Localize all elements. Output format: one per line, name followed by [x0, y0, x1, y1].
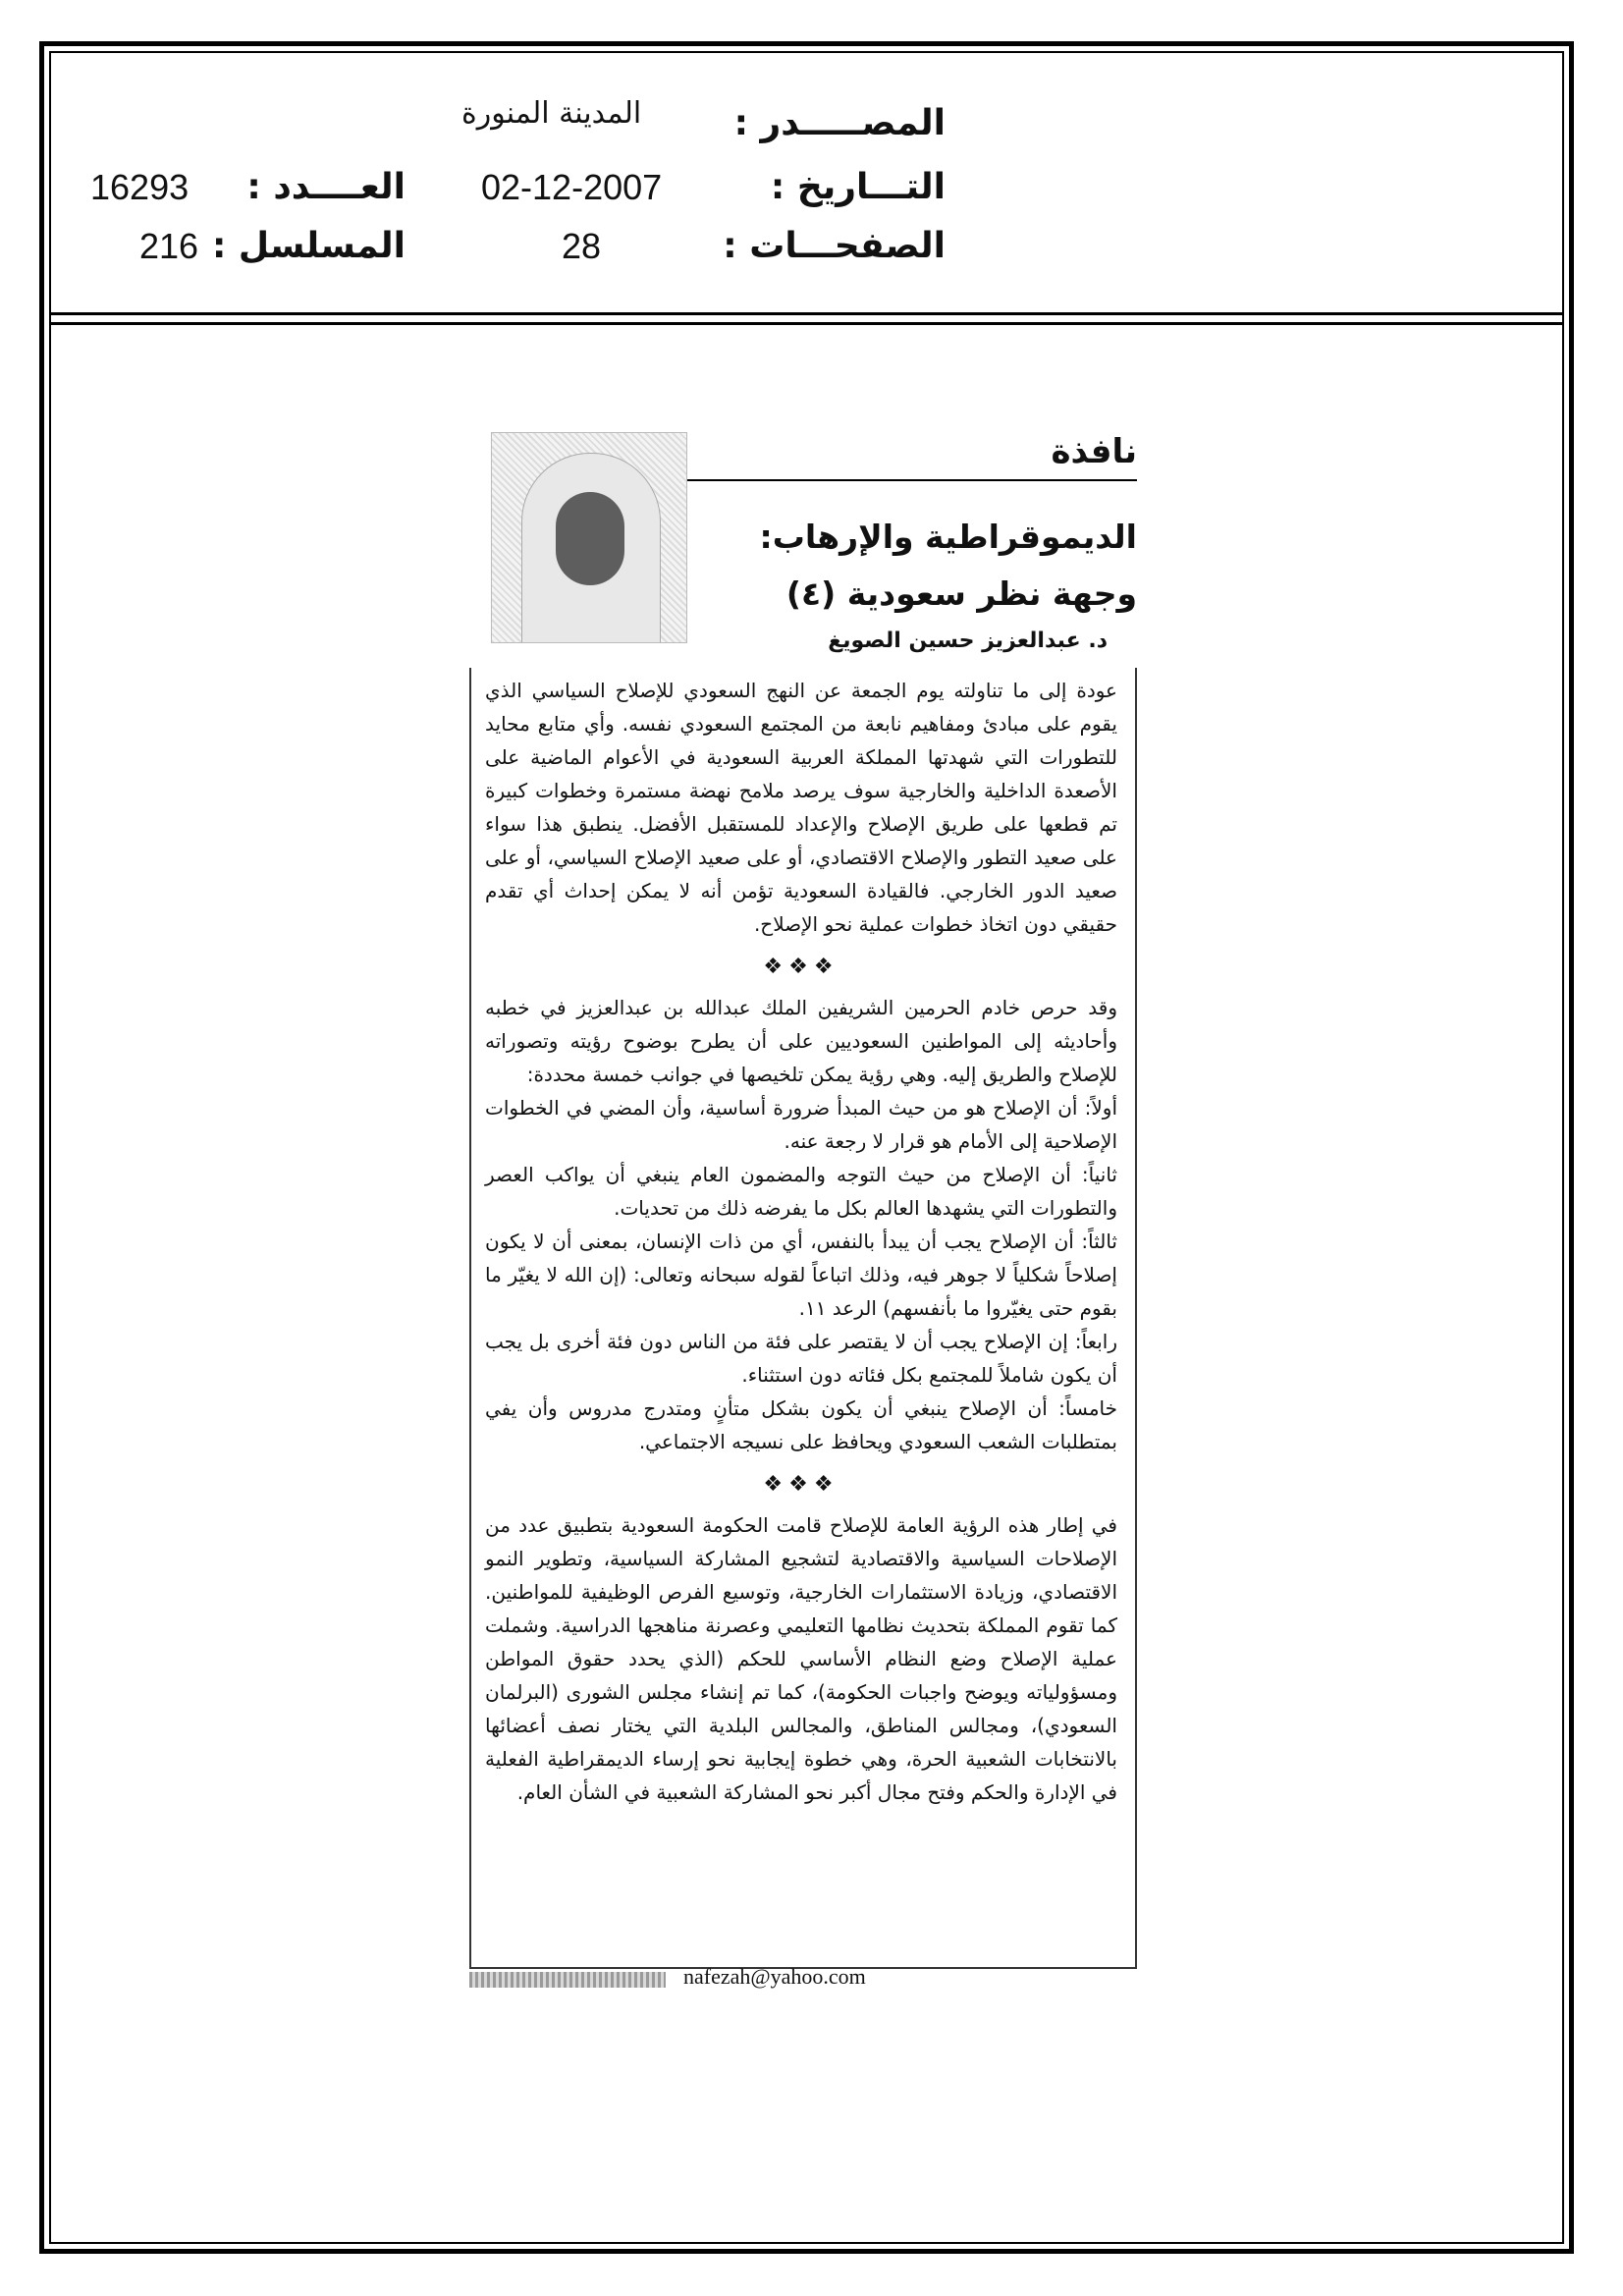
source-value: المدينة المنورة [461, 96, 642, 131]
newspaper-clipping [469, 432, 1137, 2008]
section-separator: ❖❖❖ [763, 1472, 839, 1497]
date-value: 02-12-2007 [481, 167, 663, 207]
header-divider-bottom [49, 322, 1564, 325]
issue-value: 16293 [90, 167, 189, 207]
header-divider-top [49, 312, 1564, 315]
article-paragraph: في إطار هذه الرؤية العامة للإصلاح قامت الحكومة السعودية بتطبيق عدد من الإصلاحات السياسية والاقتصادية لتشجيع المشاركة السياسية، وتطوير النمو الاقتصادي، وزيادة الاستثمارات الخارجية، وتوسيع الفرص الوظيفية للمواطنين. كما تقوم المملكة بتحديث نظامها التعليمي وعصرنة مناهجها الدراسية. وشملت عملية الإصلاح وضع النظام الأساسي للحكم (الذي يحدد حقوق المواطن ومسؤولياته ويوضح واجبات الحكومة)، كما تم إنشاء مجلس الشورى (البرلمان السعودي)، ومجالس المناطق، والمجالس البلدية التي يختار نصف أعضائها بالانتخابات الشعبية الحرة، وهي خطوة إيجابية نحو إرساء الديمقراطية الفعلية في الإدارة والحكم وفتح مجال أكبر نحو المشاركة الشعبية في الشأن العام. [485, 1513, 1117, 1804]
article-paragraph: عودة إلى ما تناولته يوم الجمعة عن النهج السعودي للإصلاح السياسي الذي يقوم على مبادئ ومفاهيم نابعة من المجتمع السعودي نفسه. وأي متابع محايد للتطورات التي شهدتها المملكة العربية السعودية في الأعوام الماضية على الأصعدة الداخلية والخارجية سوف يرصد ملامح نهضة مستمرة وخطوات كبيرة تم قطعها على طريق الإصلاح والإعداد للمستقبل الأفضل. ينطبق هذا سواء على صعيد التطور والإصلاح الاقتصادي، أو على صعيد الإصلاح السياسي، أو على صعيد الدور الخارجي. فالقيادة السعودية تؤمن أنه لا يمكن إحداث أي تقدم حقيقي دون اتخاذ خطوات عملية نحو الإصلاح. [485, 679, 1117, 936]
clipping-footer-strip [469, 1972, 666, 1988]
source-label: المصـــــدر : [733, 103, 946, 143]
author-photo-face [556, 492, 624, 585]
article-headline: الديموقراطية والإرهاب: وجهة نظر سعودية (٤) [759, 518, 1137, 613]
article-paragraph: وقد حرص خادم الحرمين الشريفين الملك عبدالله بن عبدالعزيز في خطبه وأحاديثه إلى المواطنين السعوديين على أن يطرح بوضوح رؤيته وتصوراته للإصلاح والطريق إليه. وهي رؤية يمكن تلخيصها في جوانب خمسة محددة: [485, 996, 1117, 1086]
pages-value: 28 [562, 226, 602, 266]
article-paragraph: خامساً: أن الإصلاح ينبغي أن يكون بشكل متأنٍ ومتدرج مدروس وأن يفي بمتطلبات الشعب السعودي ويحافظ على نسيجه الاجتماعي. [485, 1396, 1117, 1453]
pages-label: الصفحـــات : [723, 226, 946, 266]
article-paragraph: ثالثاً: أن الإصلاح يجب أن يبدأ بالنفس، أي من ذات الإنسان، بمعنى أن لا يكون إصلاحاً شكلياً لا جوهر فيه، وذلك اتباعاً لقوله سبحانه وتعالى: (إن الله لا يغيّر ما بقوم حتى يغيّروا ما بأنفسهم) الرعد ١١. [485, 1230, 1117, 1320]
article-body [469, 668, 1137, 1969]
serial-label: المسلسل : [211, 226, 406, 266]
issue-label: العــــدد : [246, 167, 406, 207]
article-byline: د. عبدالعزيز حسين الصويغ [828, 629, 1108, 653]
serial-value: 216 [139, 226, 199, 266]
author-email: nafezah@yahoo.com [683, 1964, 866, 1989]
author-photo [491, 432, 687, 643]
article-paragraph: ثانياً: أن الإصلاح من حيث التوجه والمضمون العام ينبغي أن يواكب العصر والتطورات التي يشهدها العالم بكل ما يفرضه ذلك من تحديات. [485, 1163, 1117, 1220]
date-label: التـــاريخ : [770, 167, 946, 207]
article-paragraph: أولاً: أن الإصلاح هو من حيث المبدأ ضرورة أساسية، وأن المضي في الخطوات الإصلاحية إلى الأمام هو قرار لا رجعة عنه. [485, 1096, 1117, 1153]
column-kicker: نافذة [607, 432, 1137, 481]
section-separator: ❖❖❖ [763, 955, 839, 979]
article-paragraph: رابعاً: إن الإصلاح يجب أن لا يقتصر على فئة من الناس دون فئة أخرى بل يجب أن يكون شاملاً للمجتمع بكل فئاته دون استثناء. [485, 1330, 1117, 1387]
